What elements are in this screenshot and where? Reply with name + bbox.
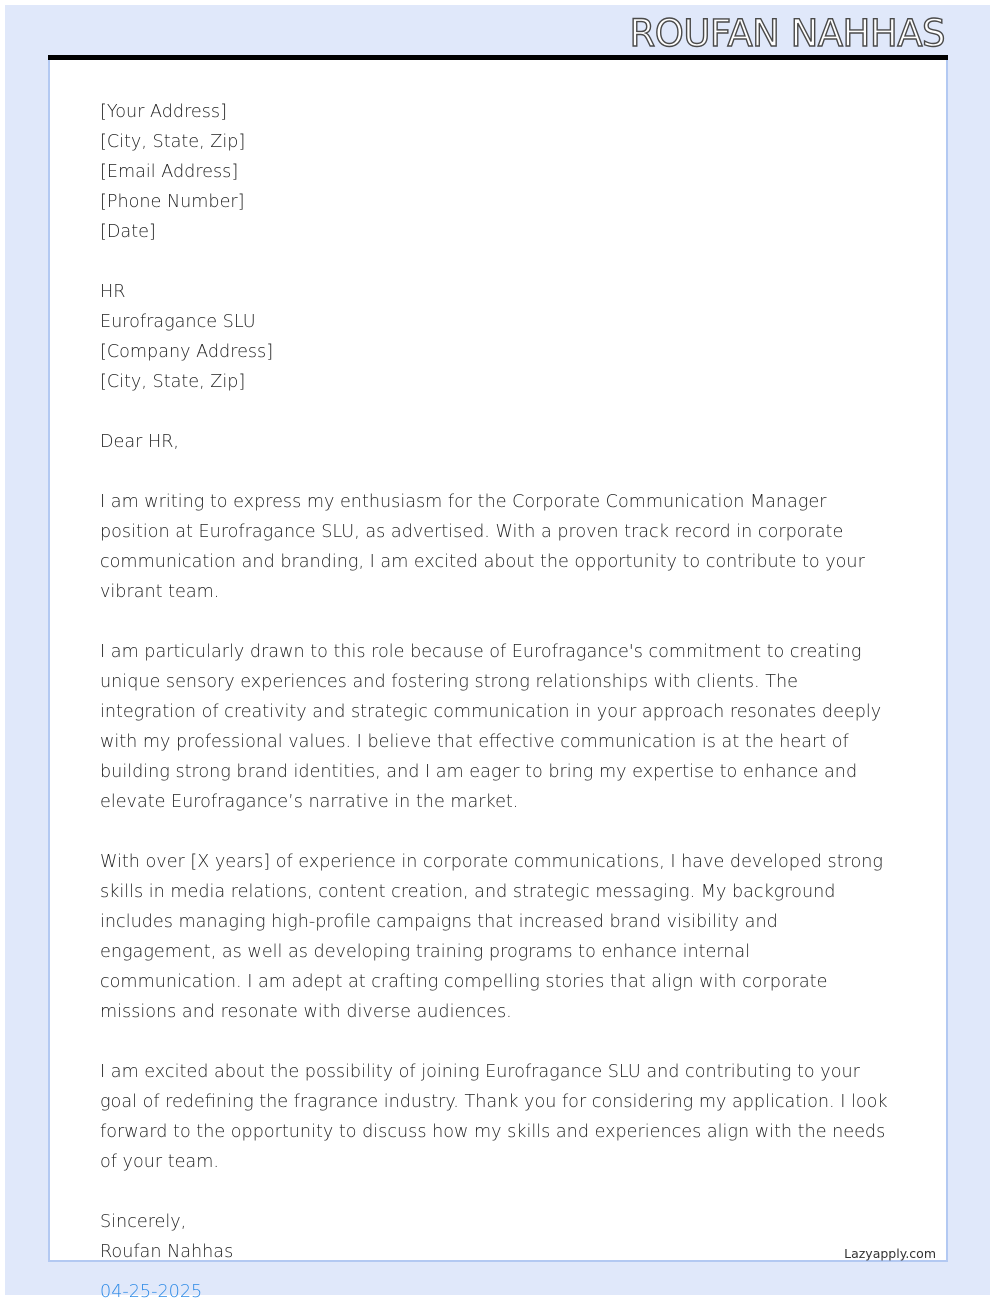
salutation: Dear HR, [100, 432, 180, 452]
sender-address: [Your Address] [100, 102, 227, 122]
recipient-block [100, 277, 900, 397]
spacer [100, 397, 900, 427]
signature-name: Roufan Nahhas [100, 1242, 234, 1262]
spacer [100, 817, 900, 847]
spacer [100, 1027, 900, 1057]
sender-city-state-zip: [City, State, Zip] [100, 132, 246, 152]
paragraph-line: communication. I am adept at crafting compelling stories that align with corporate [100, 972, 828, 992]
sender-date: [Date] [100, 222, 156, 242]
paragraph-line: includes managing high-profile campaigns that increased brand visibility and [100, 912, 778, 932]
paragraph-line: I am writing to express my enthusiasm for the Corporate Communication Manager [100, 492, 827, 512]
paragraph-line: missions and resonate with diverse audiences. [100, 1002, 512, 1022]
paragraph-line: With over [X years] of experience in corporate communications, I have developed strong [100, 852, 883, 872]
paragraph-line: building strong brand identities, and I am eager to bring my expertise to enhance and [100, 762, 858, 782]
paragraph-line: forward to the opportunity to discuss how my skills and experiences align with the needs [100, 1122, 886, 1142]
spacer [100, 607, 900, 637]
paragraph-line: unique sensory experiences and fostering strong relationships with clients. The [100, 672, 798, 692]
paragraph-line: with my professional values. I believe that effective communication is at the heart of [100, 732, 849, 752]
recipient-title: HR [100, 282, 126, 302]
paragraph-line: skills in media relations, content creation, and strategic messaging. My background [100, 882, 836, 902]
paragraph-intro [100, 487, 900, 607]
paragraph-line: of your team. [100, 1152, 219, 1172]
footer-brand-link[interactable]: Lazyapply.com [844, 1246, 936, 1261]
paragraph-closing [100, 1057, 900, 1177]
cover-letter-body [100, 97, 900, 1307]
paragraph-line: goal of redefining the fragrance industry. Thank you for considering my application. I look [100, 1092, 888, 1112]
valediction: Sincerely, [100, 1212, 187, 1232]
recipient-company: Eurofragance SLU [100, 312, 256, 332]
paragraph-line: I am excited about the possibility of joining Eurofragance SLU and contributing to your [100, 1062, 860, 1082]
sender-phone: [Phone Number] [100, 192, 245, 212]
paragraph-line: I am particularly drawn to this role because of Eurofragance's commitment to creating [100, 642, 862, 662]
paragraph-line: communication and branding, I am excited about the opportunity to contribute to your [100, 552, 865, 572]
paragraph-motivation [100, 637, 900, 817]
sender-email: [Email Address] [100, 162, 239, 182]
paragraph-line: integration of creativity and strategic communication in your approach resonates deeply [100, 702, 882, 722]
spacer [100, 247, 900, 277]
sender-block [100, 97, 900, 247]
paragraph-line: position at Eurofragance SLU, as advertised. With a proven track record in corporate [100, 522, 844, 542]
spacer [100, 457, 900, 487]
letter-date: 04-25-2025 [100, 1282, 203, 1302]
paragraph-line: elevate Eurofragance’s narrative in the market. [100, 792, 519, 812]
recipient-address: [Company Address] [100, 342, 274, 362]
recipient-city-state-zip: [City, State, Zip] [100, 372, 246, 392]
paragraph-experience [100, 847, 900, 1027]
spacer [100, 1177, 900, 1207]
paragraph-line: vibrant team. [100, 582, 220, 602]
candidate-name-header: ROUFAN NAHHAS [629, 12, 945, 55]
paragraph-line: engagement, as well as developing training programs to enhance internal [100, 942, 751, 962]
